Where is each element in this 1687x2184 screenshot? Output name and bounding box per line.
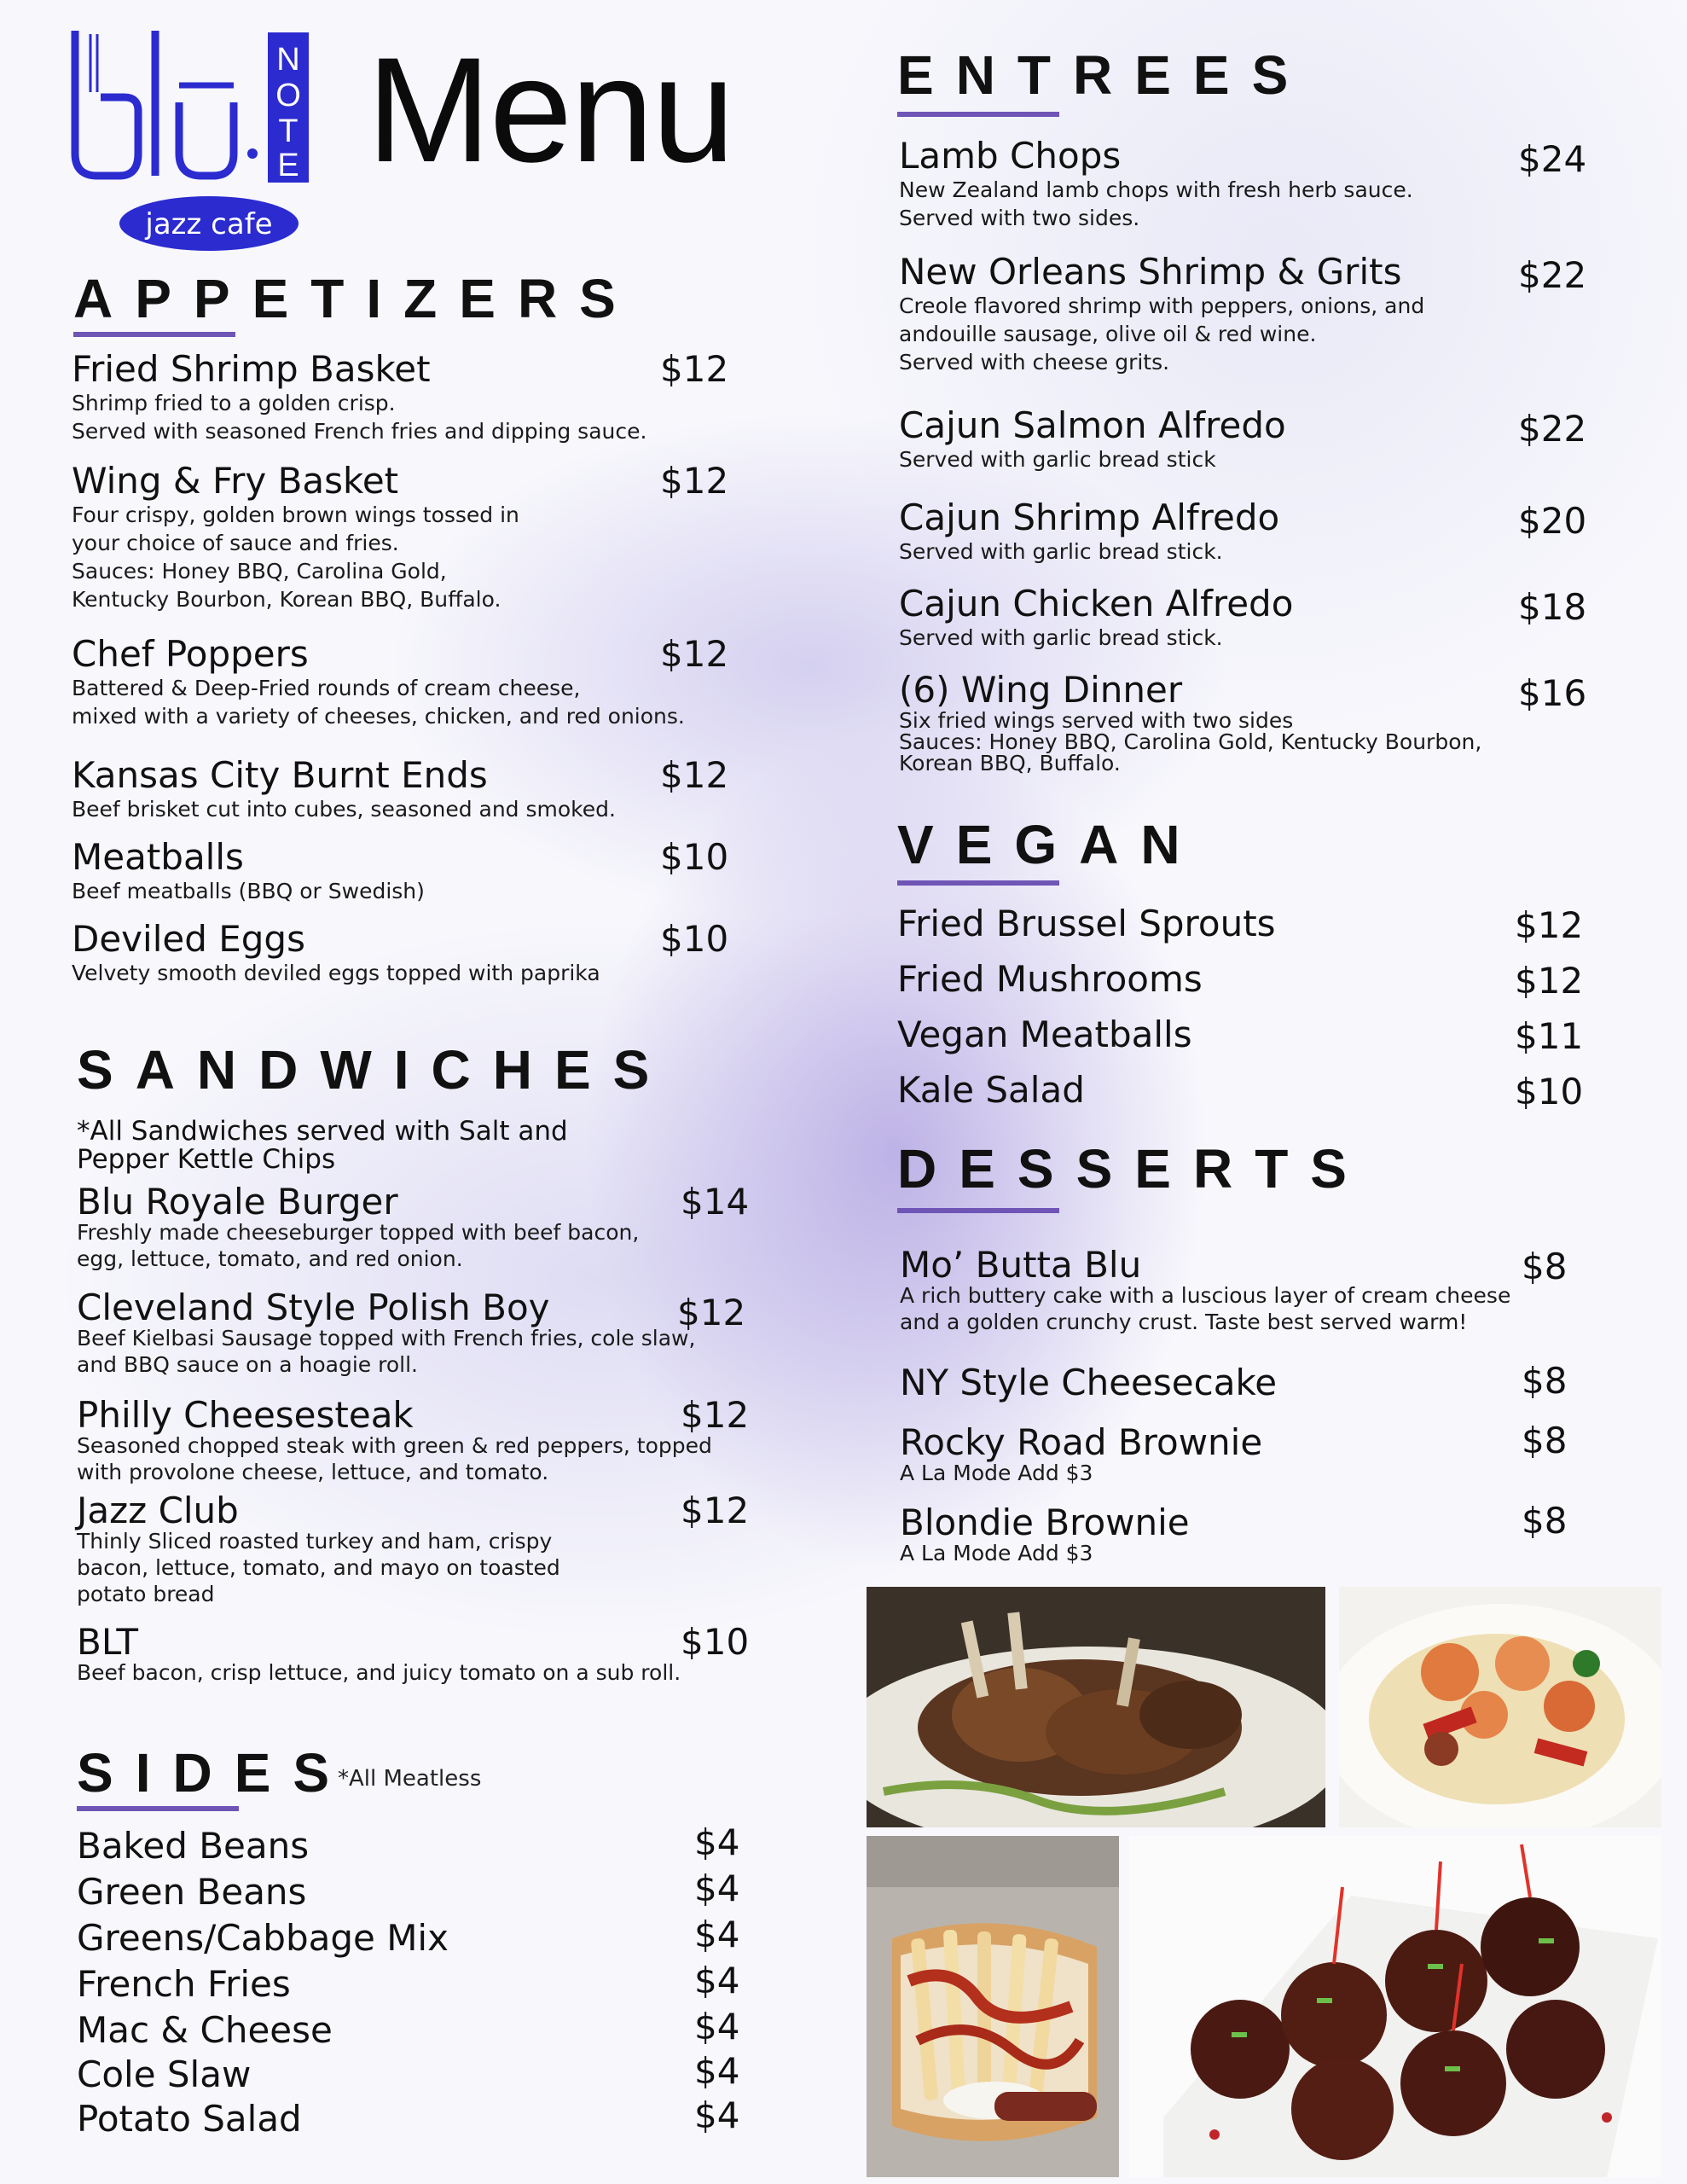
entree-item [899,136,1413,232]
item-desc-line: Beef Kielbasi Sausage topped with French fries, cole slaw, [77,1326,696,1351]
item-desc-line: Four crispy, golden brown wings tossed in [72,502,519,528]
side-item-name: Cole Slaw [77,2053,252,2095]
svg-text:E: E [277,148,299,183]
item-price: $24 [1518,138,1587,180]
item-desc-line: Sauces: Honey BBQ, Carolina Gold, [72,559,447,584]
entrees-underline [897,112,1059,117]
item-desc-line: Beef bacon, crisp lettuce, and juicy tomato on a sub roll. [77,1660,681,1686]
sides-note: *All Meatless [338,1766,482,1792]
desserts-heading: DESSERTS [897,1138,1369,1199]
item-name: Cleveland Style Polish Boy [77,1287,550,1328]
item-desc-line: and BBQ sauce on a hoagie roll. [77,1352,418,1378]
meatballs-photo [1129,1836,1661,2177]
side-item-name: Green Beans [77,1871,307,1913]
side-item-price: $4 [694,2050,740,2092]
vegan-item-name: Fried Brussel Sprouts [897,903,1276,944]
side-item-price: $4 [694,1960,740,2001]
entree-item [899,671,1481,774]
sandwich-item [77,1621,681,1686]
item-price: $14 [681,1181,750,1223]
item-desc-line: New Zealand lamb chops with fresh herb sauce. [899,177,1413,203]
vegan-heading: VEGAN [897,814,1203,875]
item-price: $8 [1522,1246,1568,1287]
item-desc-line: Battered & Deep-Fried rounds of cream cheese, [72,676,581,701]
vegan-item-price: $12 [1515,960,1584,1002]
entree-item [899,406,1286,473]
item-desc-line: Served with two sides. [899,206,1140,231]
item-name: Fried Shrimp Basket [72,348,431,390]
item-desc-line: Served with seasoned French fries and dipping sauce. [72,419,647,444]
item-desc-line: bacon, lettuce, tomato, and mayo on toasted [77,1555,560,1581]
appetizer-item [72,350,646,445]
sides-underline [77,1806,239,1811]
item-price: $18 [1518,586,1587,628]
item-name: Chef Poppers [72,633,309,675]
sandwich-item [77,1396,712,1483]
item-price: $8 [1522,1360,1568,1402]
item-price: $20 [1518,500,1587,542]
item-desc-line: Served with garlic bread stick [899,447,1216,473]
item-name: Kansas City Burnt Ends [72,754,488,796]
item-desc-line: Shrimp fried to a golden crisp. [72,391,396,416]
item-desc-line: mixed with a variety of cheeses, chicken, and red onions. [72,704,685,729]
note-line: *All Sandwiches served with Salt and [77,1116,568,1147]
item-name: Cajun Shrimp Alfredo [899,497,1280,538]
item-desc-line: egg, lettuce, tomato, and red onion. [77,1246,463,1272]
item-desc-line: Freshly made cheeseburger topped with beef bacon, [77,1220,640,1246]
side-item-name: Potato Salad [77,2098,302,2140]
appetizers-heading: APPETIZERS [73,268,638,329]
item-desc-line: your choice of sauce and fries. [72,531,399,556]
item-price: $12 [681,1394,750,1436]
side-item-name: Mac & Cheese [77,2009,333,2051]
item-name: (6) Wing Dinner [899,669,1183,711]
sandwich-item [77,1287,696,1378]
dessert-item [900,1423,1262,1484]
svg-text:N: N [276,42,300,78]
note-line: Pepper Kettle Chips [77,1143,336,1175]
dessert-item [900,1246,1510,1333]
side-item-price: $4 [694,2006,740,2048]
item-desc-line: Seasoned chopped steak with green & red peppers, topped [77,1433,712,1459]
item-name: Jazz Club [77,1490,239,1531]
blu-note-logo [60,26,324,256]
vegan-item-name: Fried Mushrooms [897,958,1203,1000]
entree-item [899,498,1279,566]
vegan-item-name: Vegan Meatballs [897,1014,1192,1055]
item-desc-line: A La Mode Add $3 [900,1541,1093,1566]
item-desc-line: Six fried wings served with two sides [899,708,1294,734]
item-name: BLT [77,1621,139,1663]
appetizers-underline [73,332,235,337]
item-desc-line: potato bread [77,1582,215,1607]
entrees-heading: ENTREES [897,44,1311,106]
vegan-item-price: $12 [1515,904,1584,946]
svg-text:T: T [278,113,299,149]
lamb-chops-photo [867,1587,1325,1827]
item-desc-line: Thinly Sliced roasted turkey and ham, crispy [77,1529,553,1554]
side-item-price: $4 [694,2094,740,2136]
polish-boy-photo [867,1836,1119,2177]
item-price: $22 [1518,254,1587,296]
sandwich-item [77,1181,640,1272]
item-name: Rocky Road Brownie [900,1421,1263,1463]
vegan-item-name: Kale Salad [897,1069,1085,1111]
item-price: $12 [660,754,729,796]
appetizer-item [72,462,519,613]
entree-item [899,584,1293,652]
item-desc-line: Korean BBQ, Buffalo. [899,751,1121,776]
item-desc-line: Beef meatballs (BBQ or Swedish) [72,879,425,904]
item-desc-line: Kentucky Bourbon, Korean BBQ, Buffalo. [72,587,501,613]
item-desc-line: Velvety smooth deviled eggs topped with paprika [72,961,600,986]
item-desc-line: A rich buttery cake with a luscious layer of cream cheese [900,1283,1511,1309]
item-name: New Orleans Shrimp & Grits [899,251,1402,293]
vegan-item-price: $10 [1515,1071,1584,1112]
item-desc-line: Sauces: Honey BBQ, Carolina Gold, Kentucky Bourbon, [899,729,1482,755]
item-name: Blondie Brownie [900,1502,1190,1543]
item-price: $16 [1518,672,1587,714]
item-desc-line: Beef brisket cut into cubes, seasoned and smoked. [72,797,616,822]
shrimp-and-grits-photo [1339,1587,1661,1827]
item-desc-line: with provolone cheese, lettuce, and tomato. [77,1460,549,1485]
item-price: $22 [1518,408,1587,450]
side-item-name: Greens/Cabbage Mix [77,1917,449,1959]
entree-item [899,253,1424,376]
page-title: Menu [367,27,733,194]
item-name: NY Style Cheesecake [900,1362,1278,1403]
sandwich-item [77,1491,560,1605]
item-desc-line: A La Mode Add $3 [900,1461,1093,1486]
sandwiches-note [77,1118,568,1173]
item-price: $8 [1522,1500,1568,1542]
item-price: $12 [681,1490,750,1531]
item-desc-line: Served with garlic bread stick. [899,625,1223,651]
dessert-item [900,1503,1190,1564]
item-price: $8 [1522,1420,1568,1461]
item-price: $12 [660,348,729,390]
appetizer-item [72,838,425,905]
side-item-name: Baked Beans [77,1825,310,1867]
item-price: $12 [660,633,729,675]
item-name: Mo’ Butta Blu [900,1244,1142,1286]
item-desc-line: andouille sausage, olive oil & red wine. [899,322,1317,347]
item-name: Lamb Chops [899,135,1122,177]
item-name: Meatballs [72,836,244,878]
appetizer-item [72,920,600,987]
desserts-underline [897,1208,1059,1213]
item-desc-line: and a golden crunchy crust. Taste best served warm! [900,1310,1468,1335]
item-name: Wing & Fry Basket [72,460,399,502]
item-name: Cajun Chicken Alfredo [899,583,1294,624]
item-price: $12 [660,460,729,502]
logo-mark [60,26,324,256]
sides-heading: SIDES [77,1742,352,1804]
item-name: Cajun Salmon Alfredo [899,404,1286,446]
vegan-item-price: $11 [1515,1015,1584,1057]
item-name: Philly Cheesesteak [77,1394,414,1436]
sandwiches-heading: SANDWICHES [77,1039,672,1101]
side-item-price: $4 [694,1821,740,1863]
side-item-name: French Fries [77,1963,291,2005]
svg-text:O: O [275,78,301,113]
item-price: $10 [660,918,729,960]
appetizer-item [72,756,616,823]
item-name: Blu Royale Burger [77,1181,398,1223]
item-desc-line: Creole flavored shrimp with peppers, onions, and [899,293,1425,319]
item-desc-line: Served with cheese grits. [899,350,1170,375]
item-price: $10 [681,1621,750,1663]
item-price: $10 [660,836,729,878]
item-price: $12 [677,1292,746,1333]
item-desc-line: Served with garlic bread stick. [899,539,1223,565]
side-item-price: $4 [694,1867,740,1909]
vegan-underline [897,880,1059,886]
svg-text:jazz cafe: jazz cafe [145,207,273,241]
side-item-price: $4 [694,1914,740,1955]
item-name: Deviled Eggs [72,918,305,960]
appetizer-item [72,635,685,730]
